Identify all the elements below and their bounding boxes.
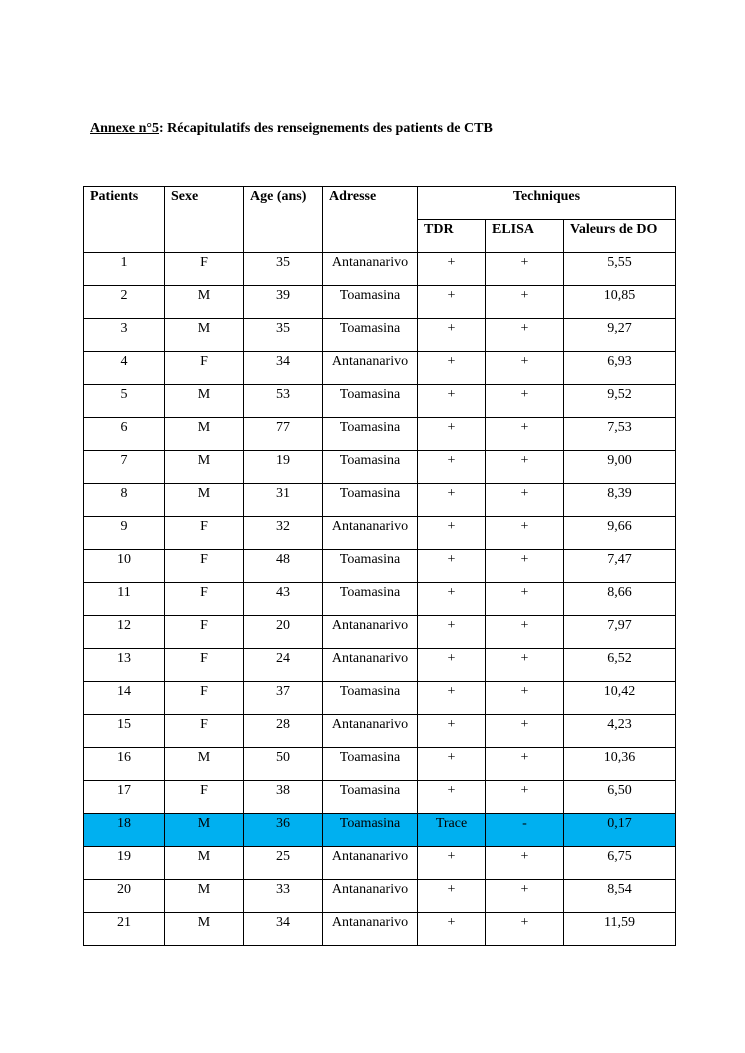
- cell-adresse: Antananarivo: [323, 649, 418, 682]
- cell-sexe: F: [165, 715, 244, 748]
- cell-elisa: +: [486, 880, 564, 913]
- cell-age: 34: [244, 913, 323, 946]
- cell-patient: 13: [84, 649, 165, 682]
- cell-sexe: F: [165, 649, 244, 682]
- cell-do: 10,36: [564, 748, 676, 781]
- cell-patient: 21: [84, 913, 165, 946]
- cell-sexe: M: [165, 418, 244, 451]
- table-row: [84, 847, 676, 880]
- cell-elisa: +: [486, 385, 564, 418]
- table-row: [84, 484, 676, 517]
- cell-adresse: Antananarivo: [323, 253, 418, 286]
- cell-elisa: +: [486, 484, 564, 517]
- table-row: [84, 781, 676, 814]
- cell-do: 9,52: [564, 385, 676, 418]
- table-row-highlighted: [84, 814, 676, 847]
- header-elisa: ELISA: [486, 220, 564, 253]
- table-header: [84, 187, 676, 253]
- cell-adresse: Antananarivo: [323, 715, 418, 748]
- cell-elisa: +: [486, 913, 564, 946]
- cell-patient: 1: [84, 253, 165, 286]
- cell-tdr: +: [418, 748, 486, 781]
- cell-patient: 8: [84, 484, 165, 517]
- cell-age: 53: [244, 385, 323, 418]
- cell-tdr: +: [418, 781, 486, 814]
- cell-adresse: Toamasina: [323, 748, 418, 781]
- cell-tdr: +: [418, 880, 486, 913]
- cell-elisa: +: [486, 847, 564, 880]
- cell-age: 35: [244, 253, 323, 286]
- cell-elisa: +: [486, 319, 564, 352]
- cell-patient: 10: [84, 550, 165, 583]
- cell-patient: 16: [84, 748, 165, 781]
- cell-patient: 19: [84, 847, 165, 880]
- cell-adresse: Antananarivo: [323, 913, 418, 946]
- cell-elisa: +: [486, 715, 564, 748]
- cell-elisa: +: [486, 517, 564, 550]
- cell-patient: 20: [84, 880, 165, 913]
- header-patients: Patients: [84, 187, 165, 253]
- cell-do: 9,00: [564, 451, 676, 484]
- cell-adresse: Toamasina: [323, 484, 418, 517]
- cell-adresse: Toamasina: [323, 286, 418, 319]
- cell-sexe: F: [165, 550, 244, 583]
- cell-adresse: Toamasina: [323, 319, 418, 352]
- cell-do: 6,75: [564, 847, 676, 880]
- cell-adresse: Toamasina: [323, 385, 418, 418]
- cell-do: 8,54: [564, 880, 676, 913]
- cell-age: 38: [244, 781, 323, 814]
- cell-adresse: Toamasina: [323, 418, 418, 451]
- cell-patient: 9: [84, 517, 165, 550]
- cell-do: 7,47: [564, 550, 676, 583]
- cell-do: 6,52: [564, 649, 676, 682]
- cell-do: 8,39: [564, 484, 676, 517]
- table-row: [84, 913, 676, 946]
- cell-tdr: +: [418, 451, 486, 484]
- table-row: [84, 715, 676, 748]
- cell-age: 20: [244, 616, 323, 649]
- cell-age: 36: [244, 814, 323, 847]
- cell-tdr: +: [418, 682, 486, 715]
- cell-patient: 11: [84, 583, 165, 616]
- cell-elisa: +: [486, 748, 564, 781]
- cell-elisa: +: [486, 682, 564, 715]
- cell-adresse: Antananarivo: [323, 352, 418, 385]
- cell-sexe: F: [165, 583, 244, 616]
- cell-age: 32: [244, 517, 323, 550]
- cell-tdr: +: [418, 253, 486, 286]
- cell-adresse: Antananarivo: [323, 847, 418, 880]
- cell-tdr: +: [418, 352, 486, 385]
- cell-patient: 4: [84, 352, 165, 385]
- cell-tdr: +: [418, 484, 486, 517]
- page-title: [90, 121, 493, 137]
- cell-sexe: F: [165, 253, 244, 286]
- cell-do: 6,50: [564, 781, 676, 814]
- cell-sexe: M: [165, 484, 244, 517]
- cell-patient: 14: [84, 682, 165, 715]
- cell-tdr: +: [418, 847, 486, 880]
- cell-patient: 17: [84, 781, 165, 814]
- cell-do: 5,55: [564, 253, 676, 286]
- cell-age: 39: [244, 286, 323, 319]
- cell-age: 43: [244, 583, 323, 616]
- cell-patient: 2: [84, 286, 165, 319]
- cell-sexe: F: [165, 682, 244, 715]
- cell-sexe: M: [165, 814, 244, 847]
- header-adresse: Adresse: [323, 187, 418, 253]
- cell-sexe: M: [165, 748, 244, 781]
- cell-sexe: M: [165, 319, 244, 352]
- cell-elisa: +: [486, 550, 564, 583]
- cell-adresse: Antananarivo: [323, 880, 418, 913]
- cell-tdr: +: [418, 715, 486, 748]
- cell-sexe: M: [165, 847, 244, 880]
- cell-age: 33: [244, 880, 323, 913]
- cell-age: 77: [244, 418, 323, 451]
- header-age: Age (ans): [244, 187, 323, 253]
- cell-do: 9,27: [564, 319, 676, 352]
- cell-do: 10,85: [564, 286, 676, 319]
- cell-tdr: +: [418, 319, 486, 352]
- cell-elisa: +: [486, 616, 564, 649]
- cell-do: 6,93: [564, 352, 676, 385]
- cell-do: 0,17: [564, 814, 676, 847]
- cell-adresse: Antananarivo: [323, 616, 418, 649]
- header-do: Valeurs de DO: [564, 220, 676, 253]
- cell-adresse: Toamasina: [323, 682, 418, 715]
- cell-elisa: +: [486, 781, 564, 814]
- cell-tdr: +: [418, 385, 486, 418]
- cell-patient: 3: [84, 319, 165, 352]
- cell-age: 48: [244, 550, 323, 583]
- table-row: [84, 451, 676, 484]
- cell-tdr: +: [418, 418, 486, 451]
- cell-age: 35: [244, 319, 323, 352]
- table-row: [84, 319, 676, 352]
- header-techniques: Techniques: [418, 187, 676, 220]
- cell-tdr: Trace: [418, 814, 486, 847]
- cell-elisa: +: [486, 253, 564, 286]
- table-row: [84, 385, 676, 418]
- cell-adresse: Antananarivo: [323, 517, 418, 550]
- cell-sexe: F: [165, 781, 244, 814]
- cell-tdr: +: [418, 286, 486, 319]
- cell-tdr: +: [418, 583, 486, 616]
- cell-elisa: +: [486, 451, 564, 484]
- table-row: [84, 649, 676, 682]
- cell-tdr: +: [418, 649, 486, 682]
- cell-tdr: +: [418, 517, 486, 550]
- table-row: [84, 748, 676, 781]
- cell-do: 9,66: [564, 517, 676, 550]
- cell-do: 7,53: [564, 418, 676, 451]
- table-row: [84, 682, 676, 715]
- cell-do: 4,23: [564, 715, 676, 748]
- cell-age: 25: [244, 847, 323, 880]
- cell-elisa: +: [486, 583, 564, 616]
- cell-sexe: F: [165, 517, 244, 550]
- header-sexe: Sexe: [165, 187, 244, 253]
- cell-patient: 6: [84, 418, 165, 451]
- cell-adresse: Toamasina: [323, 781, 418, 814]
- cell-patient: 5: [84, 385, 165, 418]
- cell-sexe: M: [165, 385, 244, 418]
- cell-age: 34: [244, 352, 323, 385]
- cell-age: 37: [244, 682, 323, 715]
- cell-patient: 12: [84, 616, 165, 649]
- cell-do: 8,66: [564, 583, 676, 616]
- table-body: [84, 253, 676, 946]
- cell-sexe: F: [165, 616, 244, 649]
- cell-age: 24: [244, 649, 323, 682]
- annex-number: Annexe n°5: [90, 121, 159, 136]
- table-row: [84, 550, 676, 583]
- cell-elisa: -: [486, 814, 564, 847]
- cell-tdr: +: [418, 616, 486, 649]
- cell-adresse: Toamasina: [323, 814, 418, 847]
- cell-elisa: +: [486, 286, 564, 319]
- cell-patient: 18: [84, 814, 165, 847]
- cell-do: 10,42: [564, 682, 676, 715]
- table-row: [84, 583, 676, 616]
- cell-sexe: M: [165, 286, 244, 319]
- cell-adresse: Toamasina: [323, 550, 418, 583]
- cell-adresse: Toamasina: [323, 583, 418, 616]
- cell-sexe: M: [165, 913, 244, 946]
- annex-title: : Récapitulatifs des renseignements des patients de CTB: [159, 121, 493, 136]
- table-row: [84, 616, 676, 649]
- cell-sexe: F: [165, 352, 244, 385]
- table-row: [84, 880, 676, 913]
- table-row: [84, 253, 676, 286]
- cell-sexe: M: [165, 880, 244, 913]
- cell-do: 11,59: [564, 913, 676, 946]
- patients-table: [83, 186, 676, 946]
- cell-do: 7,97: [564, 616, 676, 649]
- cell-adresse: Toamasina: [323, 451, 418, 484]
- cell-sexe: M: [165, 451, 244, 484]
- cell-age: 28: [244, 715, 323, 748]
- cell-patient: 7: [84, 451, 165, 484]
- cell-patient: 15: [84, 715, 165, 748]
- cell-elisa: +: [486, 649, 564, 682]
- table-row: [84, 418, 676, 451]
- header-tdr: TDR: [418, 220, 486, 253]
- cell-elisa: +: [486, 352, 564, 385]
- cell-tdr: +: [418, 550, 486, 583]
- cell-age: 31: [244, 484, 323, 517]
- cell-age: 19: [244, 451, 323, 484]
- cell-age: 50: [244, 748, 323, 781]
- table-row: [84, 517, 676, 550]
- cell-tdr: +: [418, 913, 486, 946]
- cell-elisa: +: [486, 418, 564, 451]
- table-row: [84, 352, 676, 385]
- table-row: [84, 286, 676, 319]
